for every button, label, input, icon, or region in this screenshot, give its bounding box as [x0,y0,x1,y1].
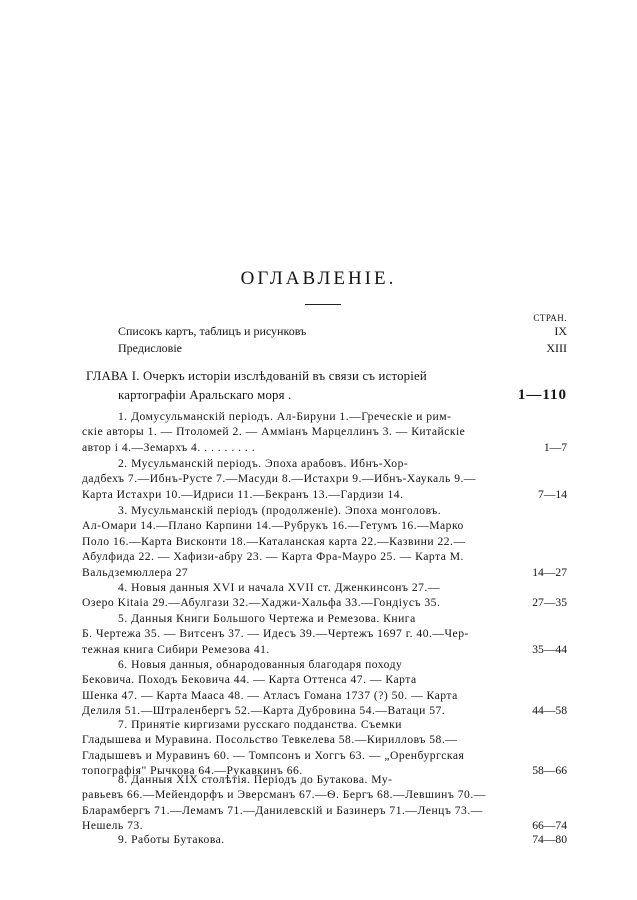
toc-section-line [0,717,637,733]
toc-section-line [0,672,637,688]
page-column-header: СТРАН. [533,313,567,323]
toc-section-pages: 7—14 [538,488,567,501]
toc-section-pages: 35—44 [532,643,567,656]
chapter-heading [0,368,637,384]
toc-section-line [0,518,637,534]
toc-section-text: 3. Мусульманскій періодъ (продолженіе). Эпоха монголовъ. [118,504,442,517]
toc-section-line [0,626,637,642]
toc-section-line [0,611,637,627]
chapter-title-line: картографіи Аральскаго моря . [118,388,292,402]
toc-section-line [0,732,637,748]
toc-section-text: Озеро Kitaia 29.—Абулгази 32.—Хаджи-Хальфа 33.—Гондіусъ 35. [82,596,441,609]
toc-section-pages: 27—35 [532,596,567,609]
toc-section-pages: 14—27 [532,566,567,579]
toc-section-text: Шенка 47. — Карта Мааса 48. — Атласъ Гомана 1737 (?) 50. — Карта [82,689,458,702]
toc-section-text: дадбехъ 7.—Ибнъ-Русте 7.—Масуди 8.—Истахри 9.—Ибнъ-Хаукаль 9.— [82,472,477,485]
toc-section-line [0,534,637,550]
toc-section-line [0,787,637,803]
toc-section-text: тежная книга Сибири Ремезова 41. [82,643,270,656]
toc-entry-page: IX [554,324,567,338]
toc-section-text: 6. Новыя данныя, обнародованныя благодаря походу [118,658,403,671]
toc-section-line [0,503,637,519]
toc-section-text: Бларамбергъ 71.—Лемамъ 71.—Данилевскій и Базинеръ 71.—Ленцъ 73.— [82,804,483,817]
toc-entry-figures-list [0,323,637,339]
toc-section-line [0,803,637,819]
page-title: ОГЛАВЛЕНІЕ. [240,268,397,289]
title-divider [305,304,341,305]
chapter-pages: 1—110 [517,387,567,403]
toc-section-line [0,748,637,764]
toc-section-text: Б. Чертежа 35. — Витсенъ 37. — Идесъ 39.—Чертежъ 1697 г. 40.—Чер- [82,627,469,640]
toc-section-text: 7. Принятіе киргизами русскаго подданства. Съемки [118,718,402,731]
toc-section-pages: 66—74 [532,819,567,832]
toc-section-pages: 58—66 [532,764,567,777]
toc-section-line [0,565,637,581]
toc-section-text: топографія" Рычкова 64.—Рукавкинъ 66. [82,764,303,777]
toc-section-pages: 44—58 [532,704,567,717]
toc-section-text: Вальдземюллера 27 [82,566,189,579]
toc-section-text: 1. Домусульманскій періодъ. Ал-Бируни 1.—Греческіе и рим- [118,410,452,423]
toc-section-text: 9. Работы Бутакова. [118,833,225,846]
toc-entry-label: Предисловіе [118,341,183,355]
toc-section-text: Абулфида 22. — Хафизи-абру 23. — Карта Фра-Мауро 25. — Карта М. [82,550,464,563]
toc-section-text: скіе авторы 1. — Птоломей 2. — Амміанъ Марцеллинъ 3. — Китайскіе [82,425,466,438]
toc-section-line [0,772,637,788]
toc-entry-page: XIII [546,341,567,355]
toc-section-text: 8. Данныя XIX столѣтія. Періодъ до Бутакова. Му- [118,773,393,786]
toc-section-text: 4. Новыя данныя XVI и начала XVII ст. Дженкинсонъ 27.— [118,581,440,594]
toc-section-line [0,456,637,472]
toc-section-text: автор і 4.—Земархъ 4. . . . . . . . . [82,441,256,454]
toc-section-line [0,580,637,596]
toc-section-line [0,409,637,425]
chapter-title-line: ГЛАВА I. Очеркъ исторіи изслѣдованій въ связи съ исторіей [86,369,427,383]
toc-section-text: Гладышева и Муравина. Посольство Тевкелева 58.—Кирилловъ 58.— [82,733,458,746]
toc-section-text: Поло 16.—Карта Висконти 18.—Каталанская карта 22.—Казвини 22.— [82,535,466,548]
toc-section-pages: 74—80 [532,833,567,846]
toc-section-line [0,471,637,487]
chapter-heading-cont [0,387,637,403]
toc-section-text: Нешель 73. [82,819,144,832]
toc-section-text: 5. Данныя Книги Большого Чертежа и Ремезова. Книга [118,612,416,625]
toc-section-line [0,832,637,848]
toc-section-text: равьевъ 66.—Мейендорфъ и Эверсманъ 67.—Ѳ. Бергъ 68.—Левшинъ 70.— [82,788,486,801]
toc-section-line [0,657,637,673]
toc-section-line [0,487,637,503]
toc-section-line [0,424,637,440]
toc-section-line [0,688,637,704]
toc-section-pages: 1—7 [543,441,567,454]
toc-entry-preface [0,340,637,356]
toc-section-line [0,595,637,611]
toc-section-text: Бековича. Походъ Бековича 44. — Карта Оттенса 47. — Карта [82,673,417,686]
toc-section-text: Гладышевъ и Муравинъ 60. — Томпсонъ и Хоггъ 63. — „Оренбургская [82,749,465,762]
toc-section-line [0,440,637,456]
toc-section-text: Ал-Омари 14.—Плано Карпини 14.—Рубрукъ 16.—Гетумъ 16.—Марко [82,519,464,532]
toc-section-text: Делиля 51.—Штраленбергъ 52.—Карта Дубровина 54.—Ватаци 57. [82,704,446,717]
toc-section-text: 2. Мусульманскій періодъ. Эпоха арабовъ. Ибнъ-Хор- [118,457,409,470]
toc-section-line [0,642,637,658]
toc-entry-label: Списокъ картъ, таблицъ и рисунковъ [118,324,307,338]
toc-section-text: Карта Истахри 10.—Идриси 11.—Бекранъ 13.—Гардизи 14. [82,488,404,501]
toc-section-line [0,549,637,565]
